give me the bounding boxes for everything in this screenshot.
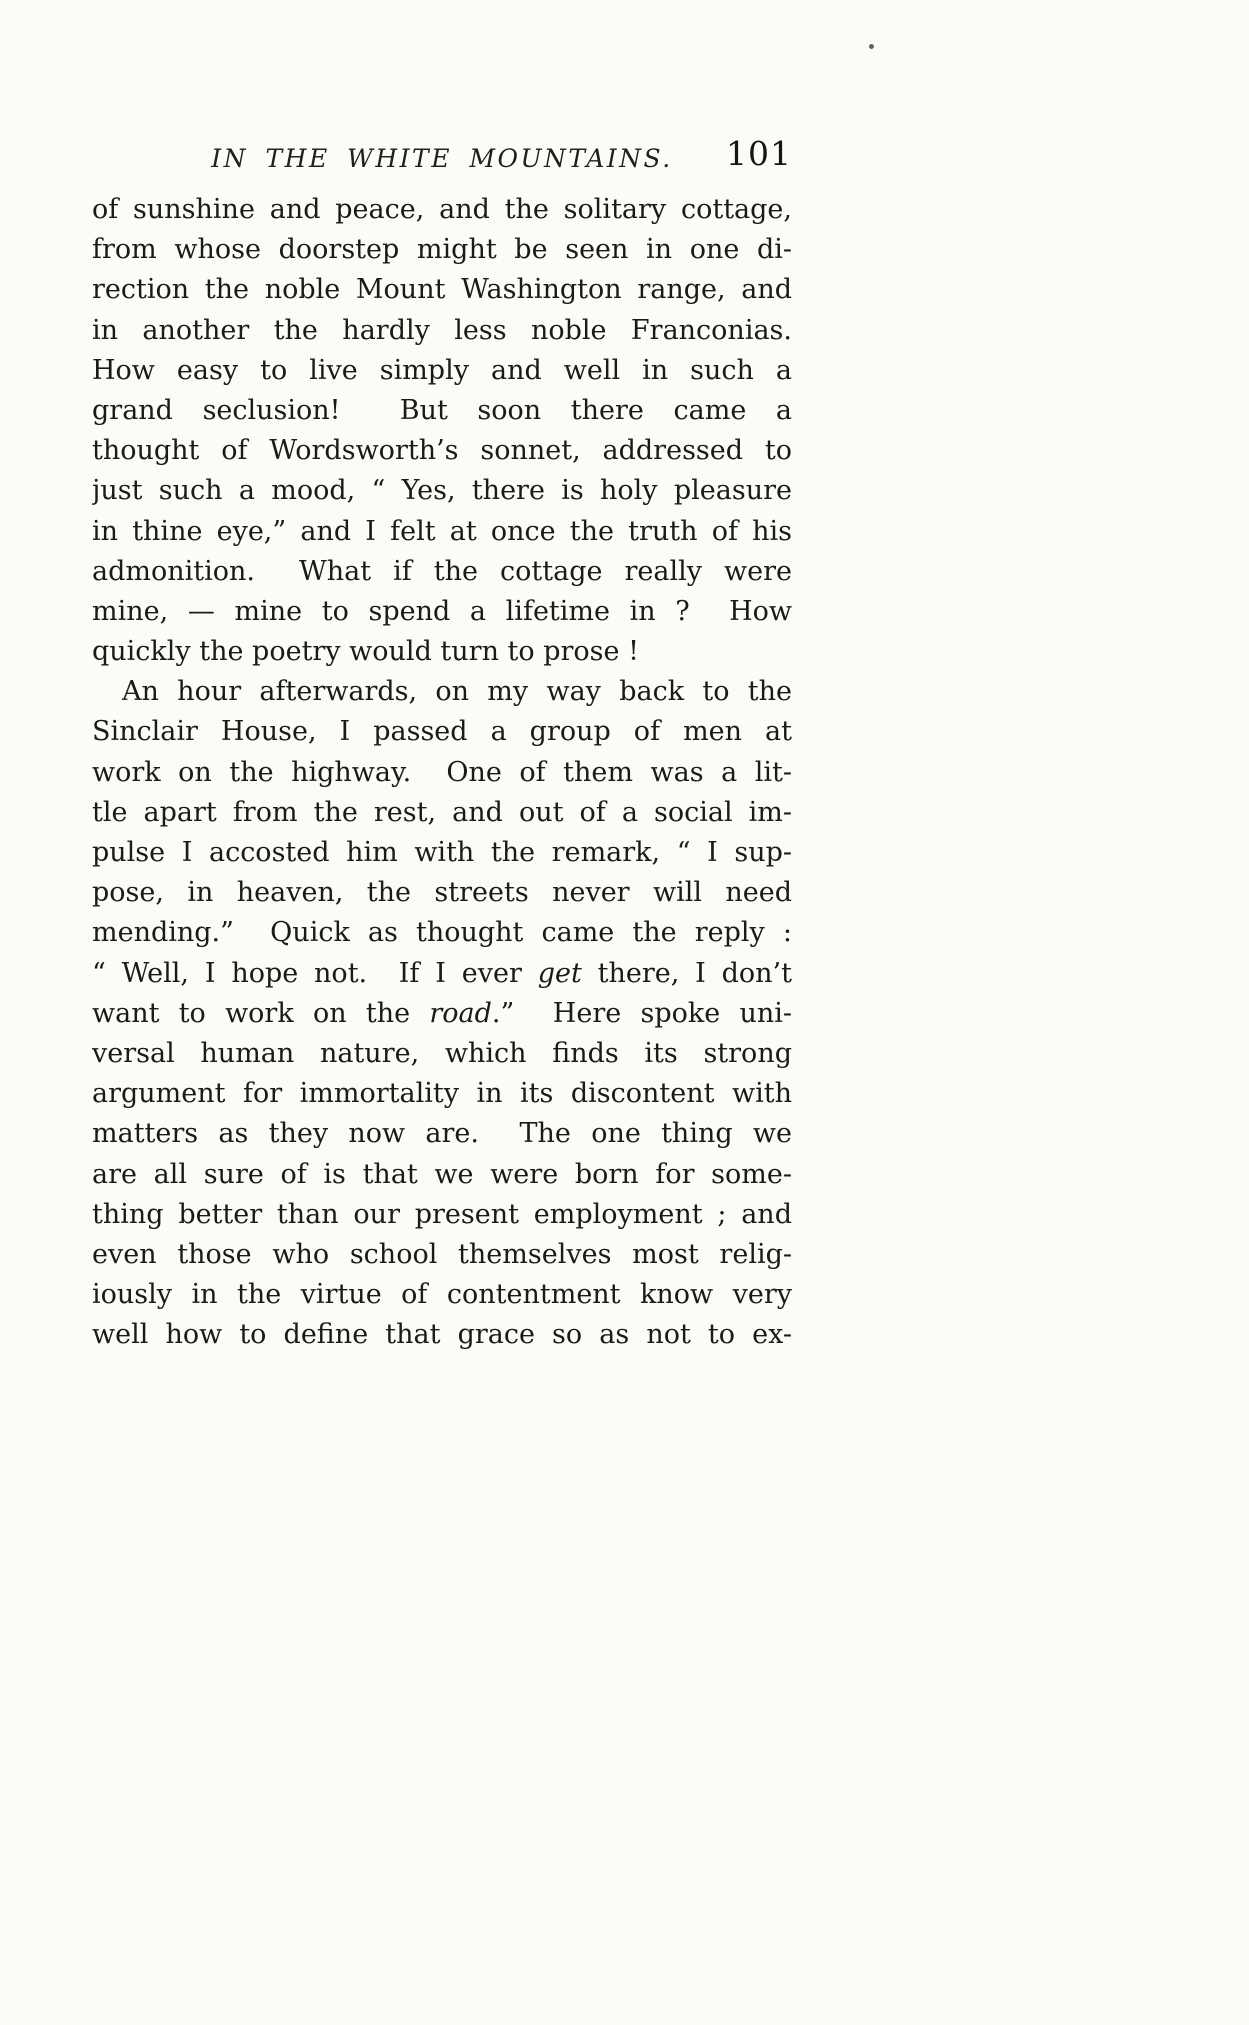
paragraph	[92, 672, 792, 1355]
scan-speck	[869, 44, 874, 49]
text-line: admonition. What if the cottage really were	[92, 555, 792, 587]
running-title: IN THE WHITE MOUNTAINS.	[211, 144, 673, 173]
text-line: quickly the poetry would turn to prose !	[92, 636, 639, 668]
plain-text: there, I don’t	[581, 957, 792, 989]
plain-text: want to work on the	[92, 997, 430, 1029]
text-line: matters as they now are. The one thing we	[92, 1118, 792, 1150]
text-line: How easy to live simply and well in such a	[92, 354, 792, 386]
text-line: An hour afterwards, on my way back to the	[122, 676, 792, 708]
text-line: grand seclusion! But soon there came a	[92, 394, 792, 426]
text-line: versal human nature, which finds its strong	[92, 1037, 792, 1069]
text-line: pose, in heaven, the streets never will need	[92, 877, 792, 909]
plain-text: .” Here spoke uni-	[491, 997, 792, 1029]
text-line	[92, 954, 792, 994]
text-line	[92, 994, 792, 1034]
text-line: even those who school themselves most relig-	[92, 1238, 792, 1270]
text-line: thing better than our present employment ; and	[92, 1198, 792, 1230]
text-line: are all sure of is that we were born for some-	[92, 1158, 792, 1190]
text-line: work on the highway. One of them was a lit-	[92, 756, 792, 788]
text-line: tle apart from the rest, and out of a social im-	[92, 796, 792, 828]
text-line: in thine eye,” and I felt at once the truth of his	[92, 515, 792, 547]
text-block	[92, 190, 792, 1355]
text-line: in another the hardly less noble Franconias.	[92, 314, 792, 346]
text-line: pulse I accosted him with the remark, “ I sup-	[92, 837, 792, 868]
text-line: thought of Wordsworth’s sonnet, addressed to	[92, 435, 792, 467]
plain-text: “ Well, I hope not. If I ever	[92, 957, 538, 989]
italic-text: road	[429, 997, 492, 1029]
page-header	[92, 134, 792, 182]
paragraph	[92, 190, 792, 672]
text-line: of sunshine and peace, and the solitary cottage,	[92, 194, 792, 225]
italic-text: get	[537, 957, 582, 989]
text-line: well how to define that grace so as not to ex-	[92, 1319, 792, 1351]
text-line: mine, — mine to spend a lifetime in ? How	[92, 595, 792, 627]
text-line: iously in the virtue of contentment know very	[92, 1279, 792, 1311]
page-number: 101	[726, 134, 792, 173]
text-line: rection the noble Mount Washington range, and	[92, 274, 792, 306]
text-line: just such a mood, “ Yes, there is holy pleasure	[92, 475, 792, 507]
text-line: argument for immortality in its discontent with	[92, 1078, 792, 1110]
text-line: mending.” Quick as thought came the reply :	[92, 917, 792, 949]
text-line: Sinclair House, I passed a group of men at	[92, 716, 792, 748]
text-line: from whose doorstep might be seen in one di-	[92, 234, 792, 266]
